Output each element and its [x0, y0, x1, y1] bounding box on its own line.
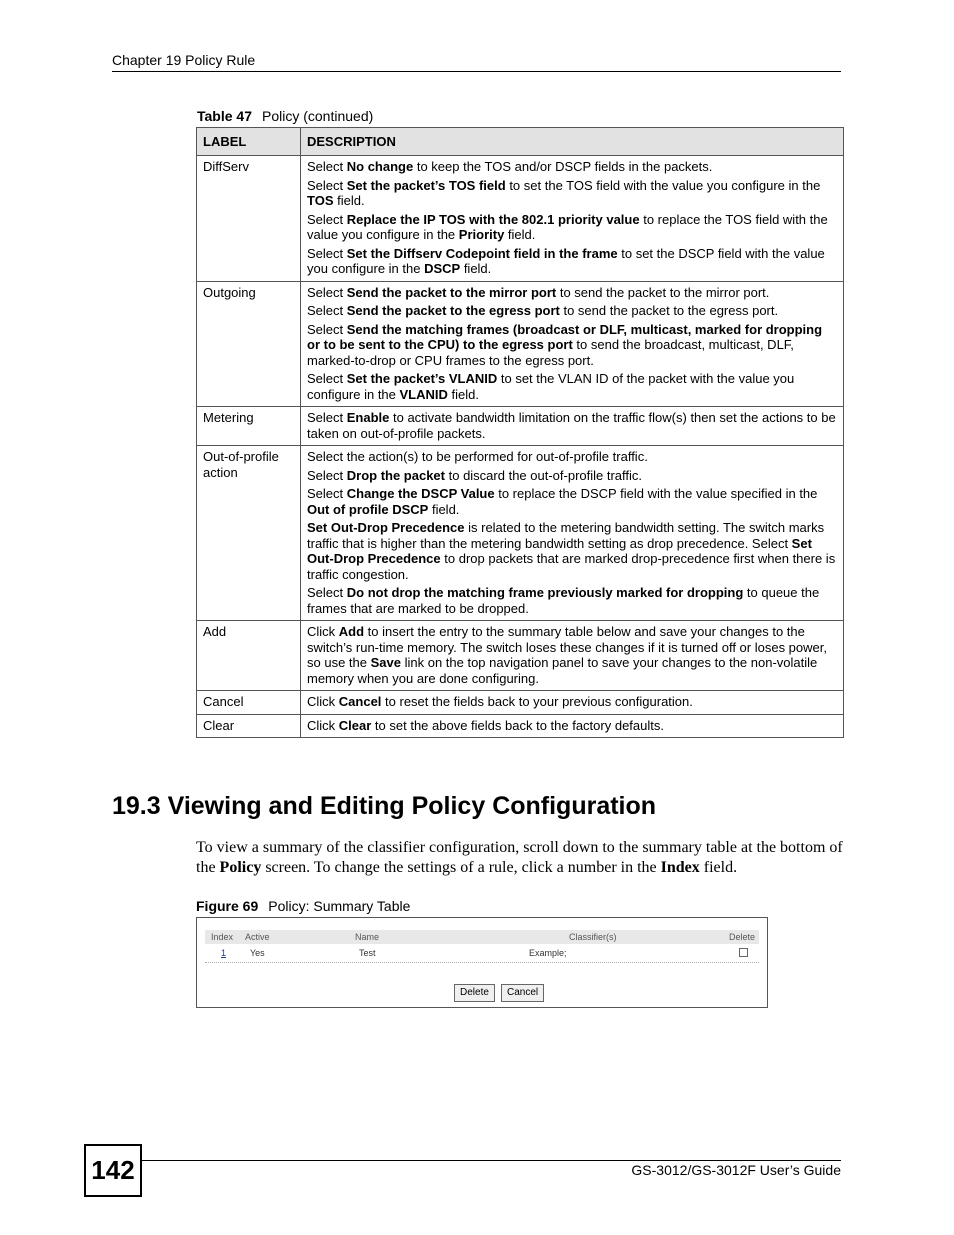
table-row [197, 714, 844, 738]
table-caption-label: Table 47 [197, 108, 252, 124]
text-run: Select the action(s) to be performed for out-of-profile traffic. [307, 449, 648, 464]
text-run: to set the DSCP field with the value you configure in the [307, 245, 825, 276]
text-run: to set the TOS field with the value you configure in the [505, 177, 821, 193]
description-paragraph [307, 694, 837, 710]
bold-term: Set Out-Drop Precedence [307, 535, 812, 566]
description-paragraph [307, 285, 837, 301]
description-paragraph [307, 718, 837, 734]
description-paragraph [307, 624, 837, 686]
row-description [301, 691, 844, 715]
bold-term: Set the packet’s TOS field [346, 177, 506, 193]
bold-term: Save [370, 655, 401, 670]
row-label: Cancel [197, 691, 301, 715]
row-label: Out-of-profile action [197, 446, 301, 621]
table-caption-text: Policy (continued) [262, 108, 374, 124]
text-run: to reset the fields back to your previous configuration. [381, 694, 693, 709]
description-paragraph [307, 303, 837, 319]
description-paragraph [307, 212, 837, 243]
text-run: to discard the out-of-profile traffic. [445, 467, 643, 483]
table-row [197, 691, 844, 715]
text-run: Select [307, 486, 347, 501]
bold-term: Add [338, 624, 365, 639]
footer-rule [141, 1160, 841, 1161]
text-run: to activate bandwidth limitation on the traffic flow(s) then set the actions to be taken on out-of-profile packets. [307, 410, 836, 441]
text-run: Click [307, 694, 339, 709]
table-row [197, 446, 844, 621]
delete-button[interactable]: Delete [454, 984, 495, 1002]
page-number: 142 [84, 1144, 142, 1197]
text-run: Select [307, 177, 347, 193]
text-run: Select [307, 159, 347, 174]
description-paragraph [307, 246, 837, 277]
bold-term: Send the packet to the mirror port [346, 284, 557, 300]
table-row [197, 621, 844, 691]
bold-term: Index [660, 859, 700, 876]
text-run: Click [307, 717, 339, 733]
summary-table-header [205, 930, 759, 944]
row-label: Metering [197, 407, 301, 446]
name-value: Test [359, 948, 376, 958]
bold-term: DSCP [424, 261, 461, 276]
row-description [301, 281, 844, 407]
table-row [205, 944, 759, 963]
text-run: Select [307, 585, 347, 600]
bold-term: Policy [219, 859, 262, 876]
text-run: field. [333, 193, 365, 208]
bold-term: Set Out-Drop Precedence [307, 520, 465, 535]
text-run: field. [460, 261, 492, 276]
figure-caption [196, 898, 410, 914]
bold-term: Set the packet’s VLANID [346, 371, 498, 386]
description-paragraph [307, 520, 837, 582]
description-paragraph [307, 159, 837, 175]
row-description [301, 621, 844, 691]
active-column-header: Active [245, 932, 270, 942]
policy-table [196, 127, 844, 738]
text-run: To view a summary of the classifier configuration, scroll down to the summary table at the bottom of the [196, 839, 843, 876]
text-run: to replace the DSCP field with the value specified in the [494, 486, 818, 501]
text-run: to queue the frames that are marked to be dropped. [307, 585, 820, 616]
text-run: to insert the entry to the summary table below and save your changes to the switch’s run-time memory. The switch loses these changes if it is turned off or loses power, so use the [307, 624, 827, 670]
row-description [301, 446, 844, 621]
bold-term: No change [346, 159, 414, 174]
description-paragraph [307, 585, 837, 616]
cancel-button[interactable]: Cancel [501, 984, 544, 1002]
description-paragraph [307, 410, 837, 441]
text-run: to drop packets that are marked drop-precedence first when there is traffic congestion. [307, 551, 836, 582]
table-row [197, 281, 844, 407]
table-header-row [197, 128, 844, 156]
description-paragraph [307, 468, 837, 484]
bold-term: Send the matching frames (broadcast or DLF, multicast, marked for dropping or to be sent to the CPU) to the egress port [307, 321, 823, 352]
text-run: to replace the TOS field with the value you configure in the [307, 211, 828, 242]
bold-term: Cancel [338, 694, 382, 709]
text-run: Select [307, 371, 347, 386]
summary-table [205, 930, 759, 963]
bold-term: Do not drop the matching frame previously marked for dropping [346, 585, 744, 600]
table-row [197, 156, 844, 282]
text-run: to send the broadcast, multicast, DLF, marked-to-drop or CPU frames to the egress port. [307, 337, 794, 368]
text-run: Select [307, 321, 347, 337]
name-column-header: Name [355, 932, 380, 942]
text-run: field. [504, 227, 536, 242]
section-title: 19.3 Viewing and Editing Policy Configuration [112, 792, 657, 820]
description-paragraph [307, 486, 837, 517]
active-value: Yes [250, 948, 265, 958]
table-caption [197, 108, 373, 124]
text-run: to send the packet to the mirror port. [556, 284, 770, 300]
row-label: Clear [197, 714, 301, 738]
text-run: Select [307, 467, 347, 483]
description-paragraph [307, 449, 837, 465]
text-run: is related to the metering bandwidth setting. The switch marks traffic that is higher than the metering bandwidth setting as drop precedence. Select [307, 520, 825, 551]
bold-term: Replace the IP TOS with the 802.1 priority value [346, 211, 640, 227]
index-column-header: Index [211, 932, 234, 942]
figure-caption-text: Policy: Summary Table [268, 898, 411, 914]
text-run: Click [307, 624, 339, 639]
text-run: Select [307, 410, 347, 425]
bold-term: Priority [458, 227, 505, 242]
text-run: link on the top navigation panel to save your changes to the non-volatile memory when you are done configuring. [307, 655, 818, 686]
classifiers-column-header: Classifier(s) [569, 932, 617, 942]
text-run: to send the packet to the egress port. [559, 303, 779, 318]
row-label: Outgoing [197, 281, 301, 407]
text-run: Select [307, 245, 347, 261]
row-label: Add [197, 621, 301, 691]
bold-term: Clear [338, 717, 372, 733]
bold-term: VLANID [399, 386, 448, 402]
delete-checkbox[interactable] [739, 948, 748, 957]
text-run: field. [447, 386, 479, 402]
index-link[interactable]: 1 [221, 948, 227, 958]
table-row [197, 407, 844, 446]
section-body-text [196, 838, 846, 878]
bold-term: Change the DSCP Value [346, 486, 495, 501]
row-description [301, 156, 844, 282]
bold-term: Enable [346, 410, 390, 425]
bold-term: TOS [307, 193, 334, 208]
text-run: field. [428, 501, 460, 517]
description-paragraph [307, 371, 837, 402]
row-description [301, 714, 844, 738]
text-run: Select [307, 303, 347, 318]
text-run: field. [699, 859, 738, 876]
bold-term: Out of profile DSCP [307, 501, 429, 517]
bold-term: Set the Diffserv Codepoint field in the frame [346, 245, 618, 261]
chapter-header: Chapter 19 Policy Rule [112, 52, 256, 68]
text-run: screen. To change the settings of a rule, click a number in the [261, 859, 661, 876]
text-run: to keep the TOS and/or DSCP fields in the packets. [413, 159, 713, 174]
header-rule [112, 71, 841, 72]
summary-table-figure [196, 917, 768, 1008]
row-description [301, 407, 844, 446]
guide-title: GS-3012/GS-3012F User’s Guide [631, 1162, 841, 1178]
text-run: Select [307, 284, 347, 300]
delete-column-header: Delete [729, 932, 756, 942]
bold-term: Send the packet to the egress port [346, 303, 560, 318]
classifiers-value: Example; [529, 948, 567, 958]
description-paragraph [307, 178, 837, 209]
description-column-header: DESCRIPTION [301, 128, 844, 156]
text-run: to set the above fields back to the factory defaults. [371, 717, 664, 733]
text-run: to set the VLAN ID of the packet with the value you configure in the [307, 371, 795, 402]
description-paragraph [307, 322, 837, 369]
label-column-header: LABEL [197, 128, 301, 156]
figure-caption-label: Figure 69 [196, 898, 259, 914]
bold-term: Drop the packet [346, 467, 445, 483]
text-run: Select [307, 211, 347, 227]
policy-table-body [197, 156, 844, 738]
row-label: DiffServ [197, 156, 301, 282]
